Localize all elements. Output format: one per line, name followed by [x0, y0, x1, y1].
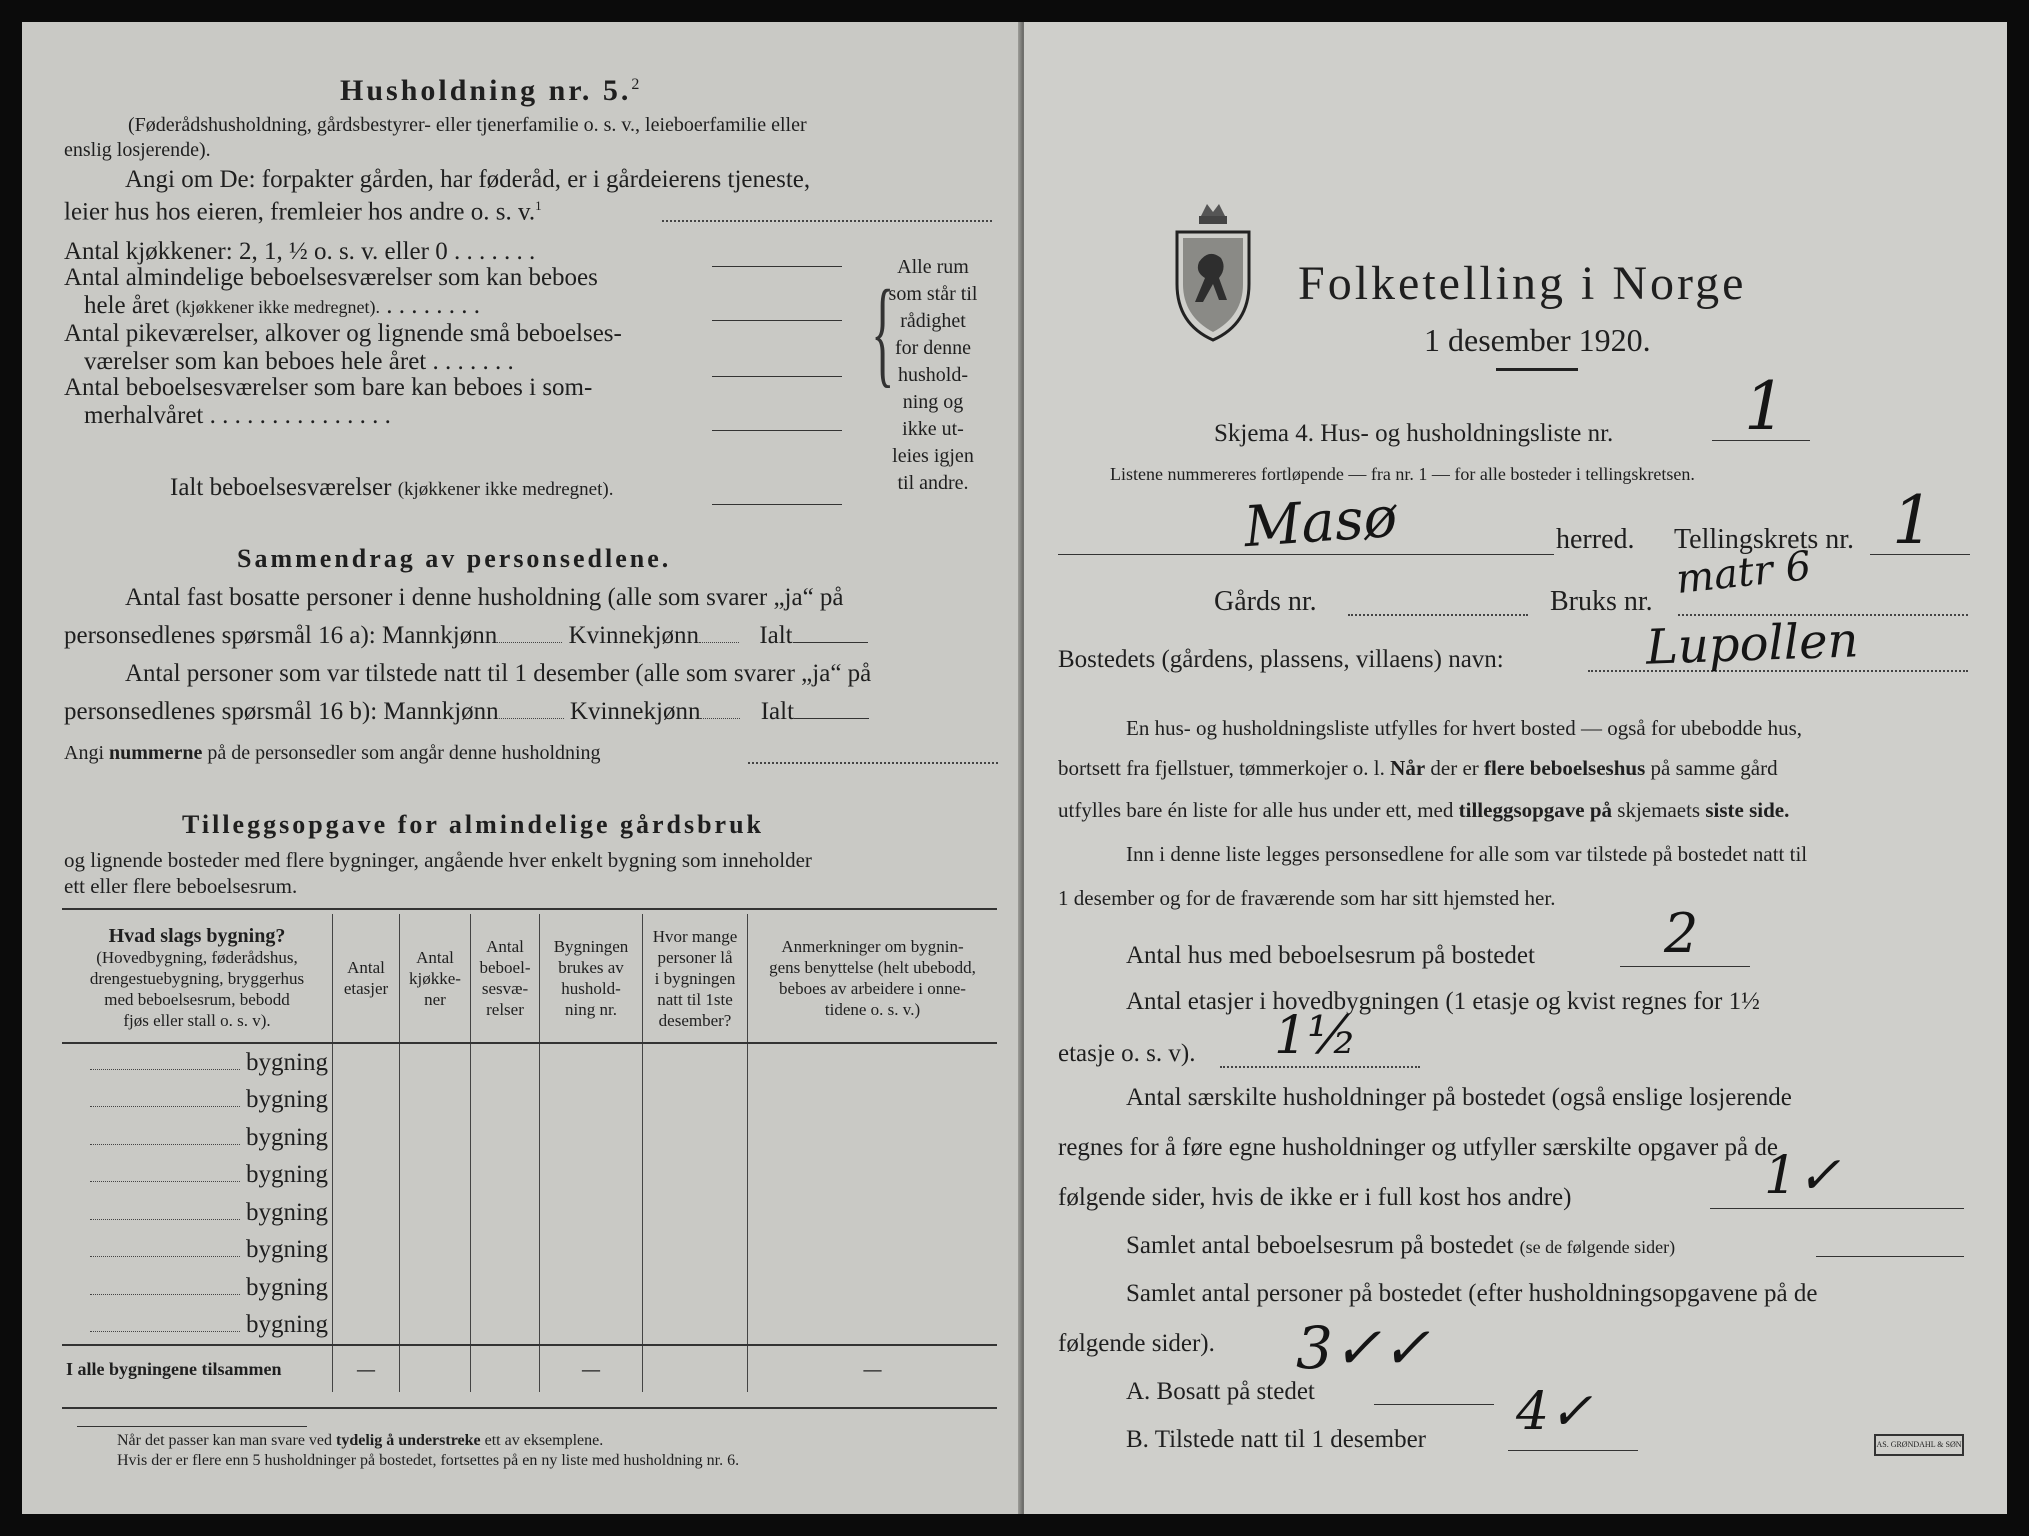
census-date: 1 desember 1920. — [1424, 322, 1651, 358]
antal-hus-line — [1620, 966, 1750, 967]
sommer-label-2: merhalvåret . . . . . . . . . . . . . . . — [84, 402, 391, 429]
table-row: bygning — [62, 1082, 997, 1120]
tillegg-title: Tilleggsopgave for almindelige gårdsbruk — [182, 810, 765, 839]
instr-5: 1 desember og for de fraværende som har sitt hjemsted her. — [1058, 886, 1556, 910]
household-title: Husholdning nr. 5.$^2$ — [340, 74, 640, 107]
tillegg-text-1: og lignende bosteder med flere bygninger, angående hver enkelt bygning som inneholder — [64, 848, 812, 872]
pike-label-2: værelser som kan beboes hele året . . . . . . . — [84, 348, 514, 375]
col-header-kjokkener: Antal kjøkke- ner — [400, 914, 471, 1043]
etasjer-label: Antal etasjer i hovedbygningen (1 etasje og kvist regnes for 1½ — [1126, 988, 1760, 1015]
instr-3: utfylles bare én liste for alle hus under ett, med tilleggsopgave på skjemaets siste side. — [1058, 798, 1790, 822]
col-header-etasjer: Antal etasjer — [333, 914, 400, 1043]
main-title: Folketelling i Norge — [1298, 257, 1747, 310]
instr-4: Inn i denne liste legges personsedlene for alle som var tilstede på bostedet natt til — [1126, 842, 1808, 866]
tillegg-text-2: ett eller flere beboelsesrum. — [64, 874, 298, 898]
printer-stamp: AS. GRØNDAHL & SØN — [1874, 1434, 1964, 1456]
hush-line — [1710, 1208, 1964, 1209]
gards-label: Gårds nr. — [1214, 586, 1317, 617]
samlet-pers-label-2: følgende sider). — [1058, 1330, 1215, 1357]
sammendrag-a-2: personsedlenes spørsmål 16 a): Mannkjønn Kvinnekjønn Ialt — [64, 622, 868, 650]
sammendrag-title: Sammendrag av personsedlene. — [237, 544, 672, 573]
hw-krets: 1 — [1892, 482, 1934, 559]
side-note: Alle rum som står til rådighet for denne hushold- ning og ikke ut- leies igjen til andre. — [888, 256, 978, 494]
table-row: bygning — [62, 1157, 997, 1195]
hw-husholdninger: 1✓ — [1764, 1146, 1841, 1206]
hw-bosatt: 3✓✓ — [1296, 1314, 1431, 1382]
bostedets-label: Bostedets (gårdens, plassens, villaens) navn: — [1058, 646, 1504, 673]
bracket-icon: { — [871, 265, 895, 398]
skjema-label: Skjema 4. Hus- og husholdningsliste nr. — [1214, 420, 1614, 447]
hw-herred: Masø — [1241, 484, 1400, 561]
tellingskrets-label: Tellingskrets nr. — [1674, 524, 1855, 555]
samlet-pers-label-1: Samlet antal personer på bostedet (efter husholdningsopgavene på de — [1126, 1280, 1818, 1307]
table-bottom-rule — [62, 1407, 997, 1409]
etasjer-line — [1220, 1066, 1420, 1068]
table-total-row: I alle bygningene tilsammen — — — — [62, 1345, 997, 1392]
angi-nummerne: Angi nummerne på de personsedler som angår denne husholdning — [64, 742, 601, 764]
hush-label-3: følgende sider, hvis de ikke er i full kost hos andre) — [1058, 1184, 1572, 1211]
hush-label-1: Antal særskilte husholdninger på bostedet (også enslige losjerende — [1126, 1084, 1792, 1111]
table-row: bygning — [62, 1269, 997, 1307]
tilstede-line — [1508, 1450, 1638, 1451]
table-row: bygning — [62, 1232, 997, 1270]
bosatt-line — [1374, 1404, 1494, 1405]
samlet-rum-label: Samlet antal beboelsesrum på bostedet (se de følgende sider) — [1126, 1232, 1676, 1259]
hw-hus: 2 — [1664, 902, 1699, 965]
col-header-anmerkninger: Anmerkninger om bygnin- gens benyttelse (helt ubebodd, beboes av arbeidere i onne- tidene o. s. v.) — [748, 914, 998, 1043]
angi-dotted-line — [662, 220, 992, 222]
table-top-rule — [62, 908, 997, 910]
left-page — [22, 22, 1022, 1514]
hw-tilstede: 4✓ — [1516, 1382, 1593, 1442]
date-rule — [1496, 368, 1578, 371]
footnote-rule — [77, 1426, 307, 1427]
almindelige-label: Antal almindelige beboelsesværelser som kan beboes — [64, 264, 598, 291]
sommer-line — [712, 430, 842, 431]
instr-2: bortsett fra fjellstuer, tømmerkojer o. l. Når der er flere beboelseshus på samme gård — [1058, 756, 1778, 780]
antal-hus-label: Antal hus med beboelsesrum på bostedet — [1126, 942, 1535, 969]
almindelige-line — [712, 320, 842, 321]
almindelige-label-2: hele året (kjøkkener ikke medregnet). . . . . . . . . — [84, 292, 481, 319]
pike-line — [712, 376, 842, 377]
table-row: bygning — [62, 1043, 997, 1082]
kjokkener-label: Antal kjøkkener: 2, 1, ½ o. s. v. eller 0 . . . . . . . — [64, 238, 536, 265]
footnote-2: Hvis der er flere enn 5 husholdninger på bostedet, fortsettes på en ny liste med husholdning nr. 6. — [117, 1452, 740, 1469]
sammendrag-a-1: Antal fast bosatte personer i denne husholdning (alle som svarer „ja“ på — [125, 584, 844, 611]
instr-1: En hus- og husholdningsliste utfylles for hvert bosted — også for ubebodde hus, — [1126, 716, 1802, 740]
sammendrag-b-2: personsedlenes spørsmål 16 b): Mannkjønn Kvinnekjønn Ialt — [64, 698, 869, 726]
kjokkener-line — [712, 266, 842, 267]
bruks-label: Bruks nr. — [1550, 586, 1653, 617]
hw-etasjer: 1½ — [1274, 1006, 1358, 1066]
household-subtitle-2: enslig losjerende). — [64, 139, 211, 161]
hw-navn: Lupollen — [1645, 612, 1860, 676]
building-table — [62, 914, 997, 1392]
col-header-personer: Hvor mange personer lå i bygningen natt til 1ste desember? — [643, 914, 748, 1043]
listene-note: Listene nummereres fortløpende — fra nr. 1 — for alle bosteder i tellingskretsen. — [1110, 464, 1695, 484]
gards-line — [1348, 614, 1528, 616]
hush-label-2: regnes for å føre egne husholdninger og utfyller særskilte opgaver på de — [1058, 1134, 1778, 1161]
coat-of-arms-icon — [1169, 192, 1257, 349]
samlet-rum-line — [1816, 1256, 1964, 1257]
ialt-label: Ialt beboelsesværelser (kjøkkener ikke medregnet). — [170, 474, 614, 501]
etasjer-label-2: etasje o. s. v). — [1058, 1040, 1196, 1067]
ialt-line — [712, 504, 842, 505]
sommer-label: Antal beboelsesværelser som bare kan beboes i som- — [64, 374, 593, 401]
sammendrag-b-1: Antal personer som var tilstede natt til 1 desember (alle som svarer „ja“ på — [125, 660, 872, 687]
angi-line-2: leier hus hos eieren, fremleier hos andre o. s. v.$^1$ — [64, 198, 542, 226]
angi-line-1: Angi om De: forpakter gården, har føderåd, er i gårdeierens tjeneste, — [125, 166, 811, 193]
table-row: bygning — [62, 1307, 997, 1346]
footnote-1: Når det passer kan man svare ved tydelig å understreke ett av eksemplene. — [117, 1432, 604, 1449]
household-subtitle: (Føderådshusholdning, gårdsbestyrer- eller tjenerfamilie o. s. v., leieboerfamilie eller — [128, 114, 807, 136]
herred-label: herred. — [1556, 524, 1635, 555]
table-row: bygning — [62, 1194, 997, 1232]
hw-liste-nr: 1 — [1744, 368, 1786, 445]
col-header-bygning: Hvad slags bygning? (Hovedbygning, føderådshus, drengestuebygning, bryggerhus med beboelsesrum, bebodd fjøs eller stall o. s. v). — [62, 914, 333, 1043]
table-row: bygning — [62, 1119, 997, 1157]
col-header-husholdning: Bygningen brukes av hushold- ning nr. — [540, 914, 643, 1043]
tilstede-label: B. Tilstede natt til 1 desember — [1126, 1426, 1426, 1453]
right-page — [1024, 22, 2007, 1514]
angi-nummerne-line — [748, 762, 998, 764]
hw-bruks: matr 6 — [1673, 543, 1814, 603]
bosatt-label: A. Bosatt på stedet — [1126, 1378, 1315, 1405]
col-header-vaerelser: Antal beboel- sesvæ- relser — [471, 914, 540, 1043]
pike-label: Antal pikeværelser, alkover og lignende små beboelses- — [64, 320, 622, 347]
